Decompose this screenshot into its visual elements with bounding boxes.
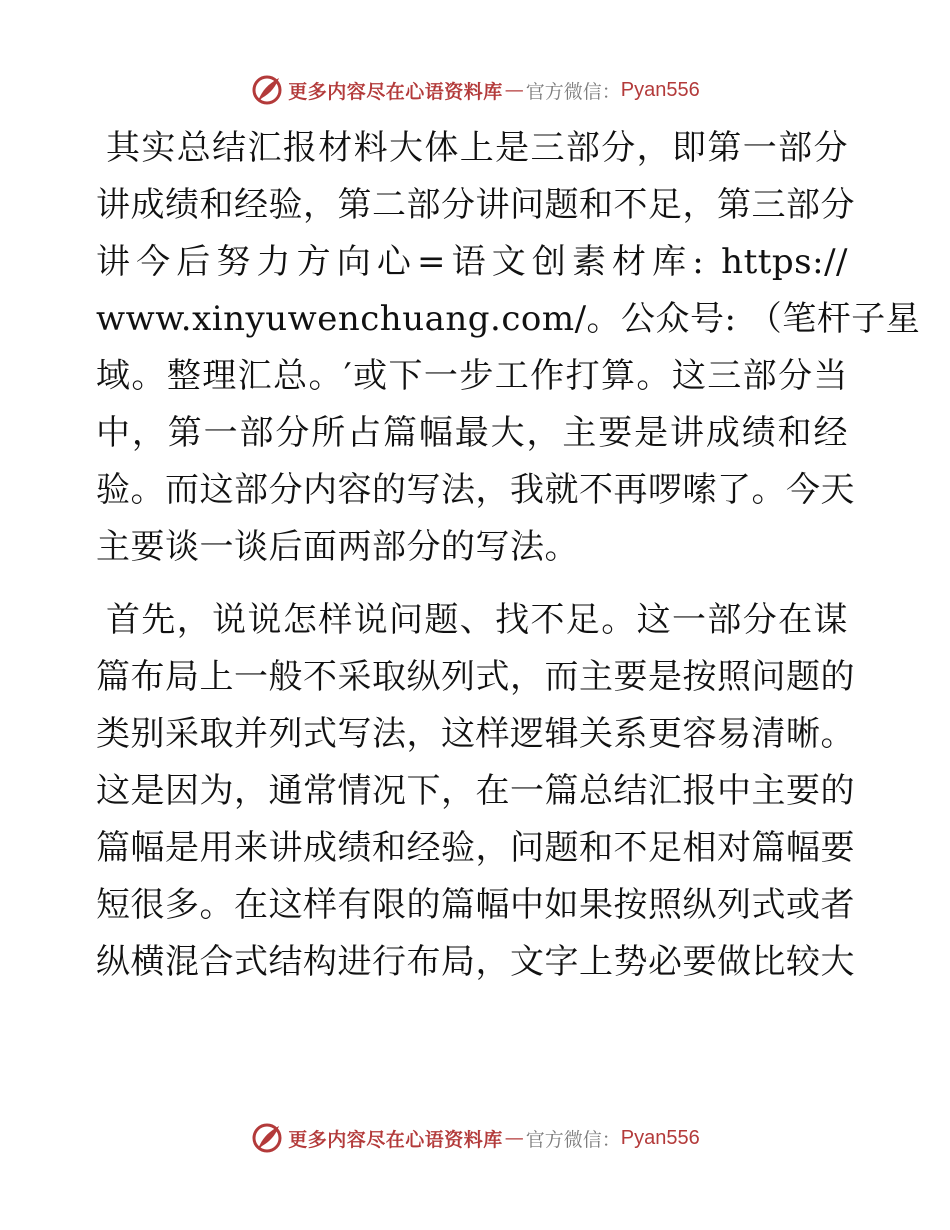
footer-wechat-label: 官方微信： (525, 1128, 621, 1151)
header-wechat-id: Pyan556 (620, 78, 700, 101)
header-banner (0, 70, 950, 110)
paragraph-1 (96, 120, 921, 576)
text-line: 域。整理汇总。′或下一步工作打算。这三部分当 (96, 356, 848, 396)
footer-wechat-id: Pyan556 (620, 1126, 700, 1149)
document-body (96, 120, 921, 1007)
header-wechat-label: 官方微信： (525, 80, 621, 103)
footer-dash: — (504, 1127, 524, 1149)
text-line: 首先，说说怎样说问题、找不足。这一部分在谋 (106, 600, 848, 640)
text-line: 篇布局上一般不采取纵列式，而主要是按照问题的 (96, 657, 855, 697)
text-line: 中，第一部分所占篇幅最大，主要是讲成绩和经 (96, 413, 848, 453)
text-line: www.xinyuwenchuang.com/。公众号: （笔杆子星 (96, 299, 921, 339)
footer-promo-text: 更多内容尽在心语资料库 (288, 1128, 503, 1151)
text-line: 类别采取并列式写法，这样逻辑关系更容易清晰。 (96, 714, 855, 754)
text-line: 主要谈一谈后面两部分的写法。 (96, 527, 579, 567)
text-line: 这是因为，通常情况下，在一篇总结汇报中主要的 (96, 771, 855, 811)
text-line: 纵横混合式结构进行布局，文字上势必要做比较大 (96, 942, 855, 982)
text-line: 讲今后努力方向心=语文创素材库: https:// (96, 242, 848, 282)
text-line: 篇幅是用来讲成绩和经验，问题和不足相对篇幅要 (96, 828, 855, 868)
text-line: 验。而这部分内容的写法，我就不再啰嗦了。今天 (96, 470, 855, 510)
text-line: 其实总结汇报材料大体上是三部分，即第一部分 (106, 128, 848, 168)
text-line: 短很多。在这样有限的篇幅中如果按照纵列式或者 (96, 885, 855, 925)
quill-pen-logo-icon (250, 1121, 284, 1155)
paragraph-2 (96, 592, 855, 991)
header-promo-text: 更多内容尽在心语资料库 (288, 80, 503, 103)
quill-pen-logo-icon (250, 73, 284, 107)
header-dash: — (504, 79, 524, 101)
footer-banner (0, 1118, 950, 1158)
text-line: 讲成绩和经验，第二部分讲问题和不足，第三部分 (96, 185, 855, 225)
